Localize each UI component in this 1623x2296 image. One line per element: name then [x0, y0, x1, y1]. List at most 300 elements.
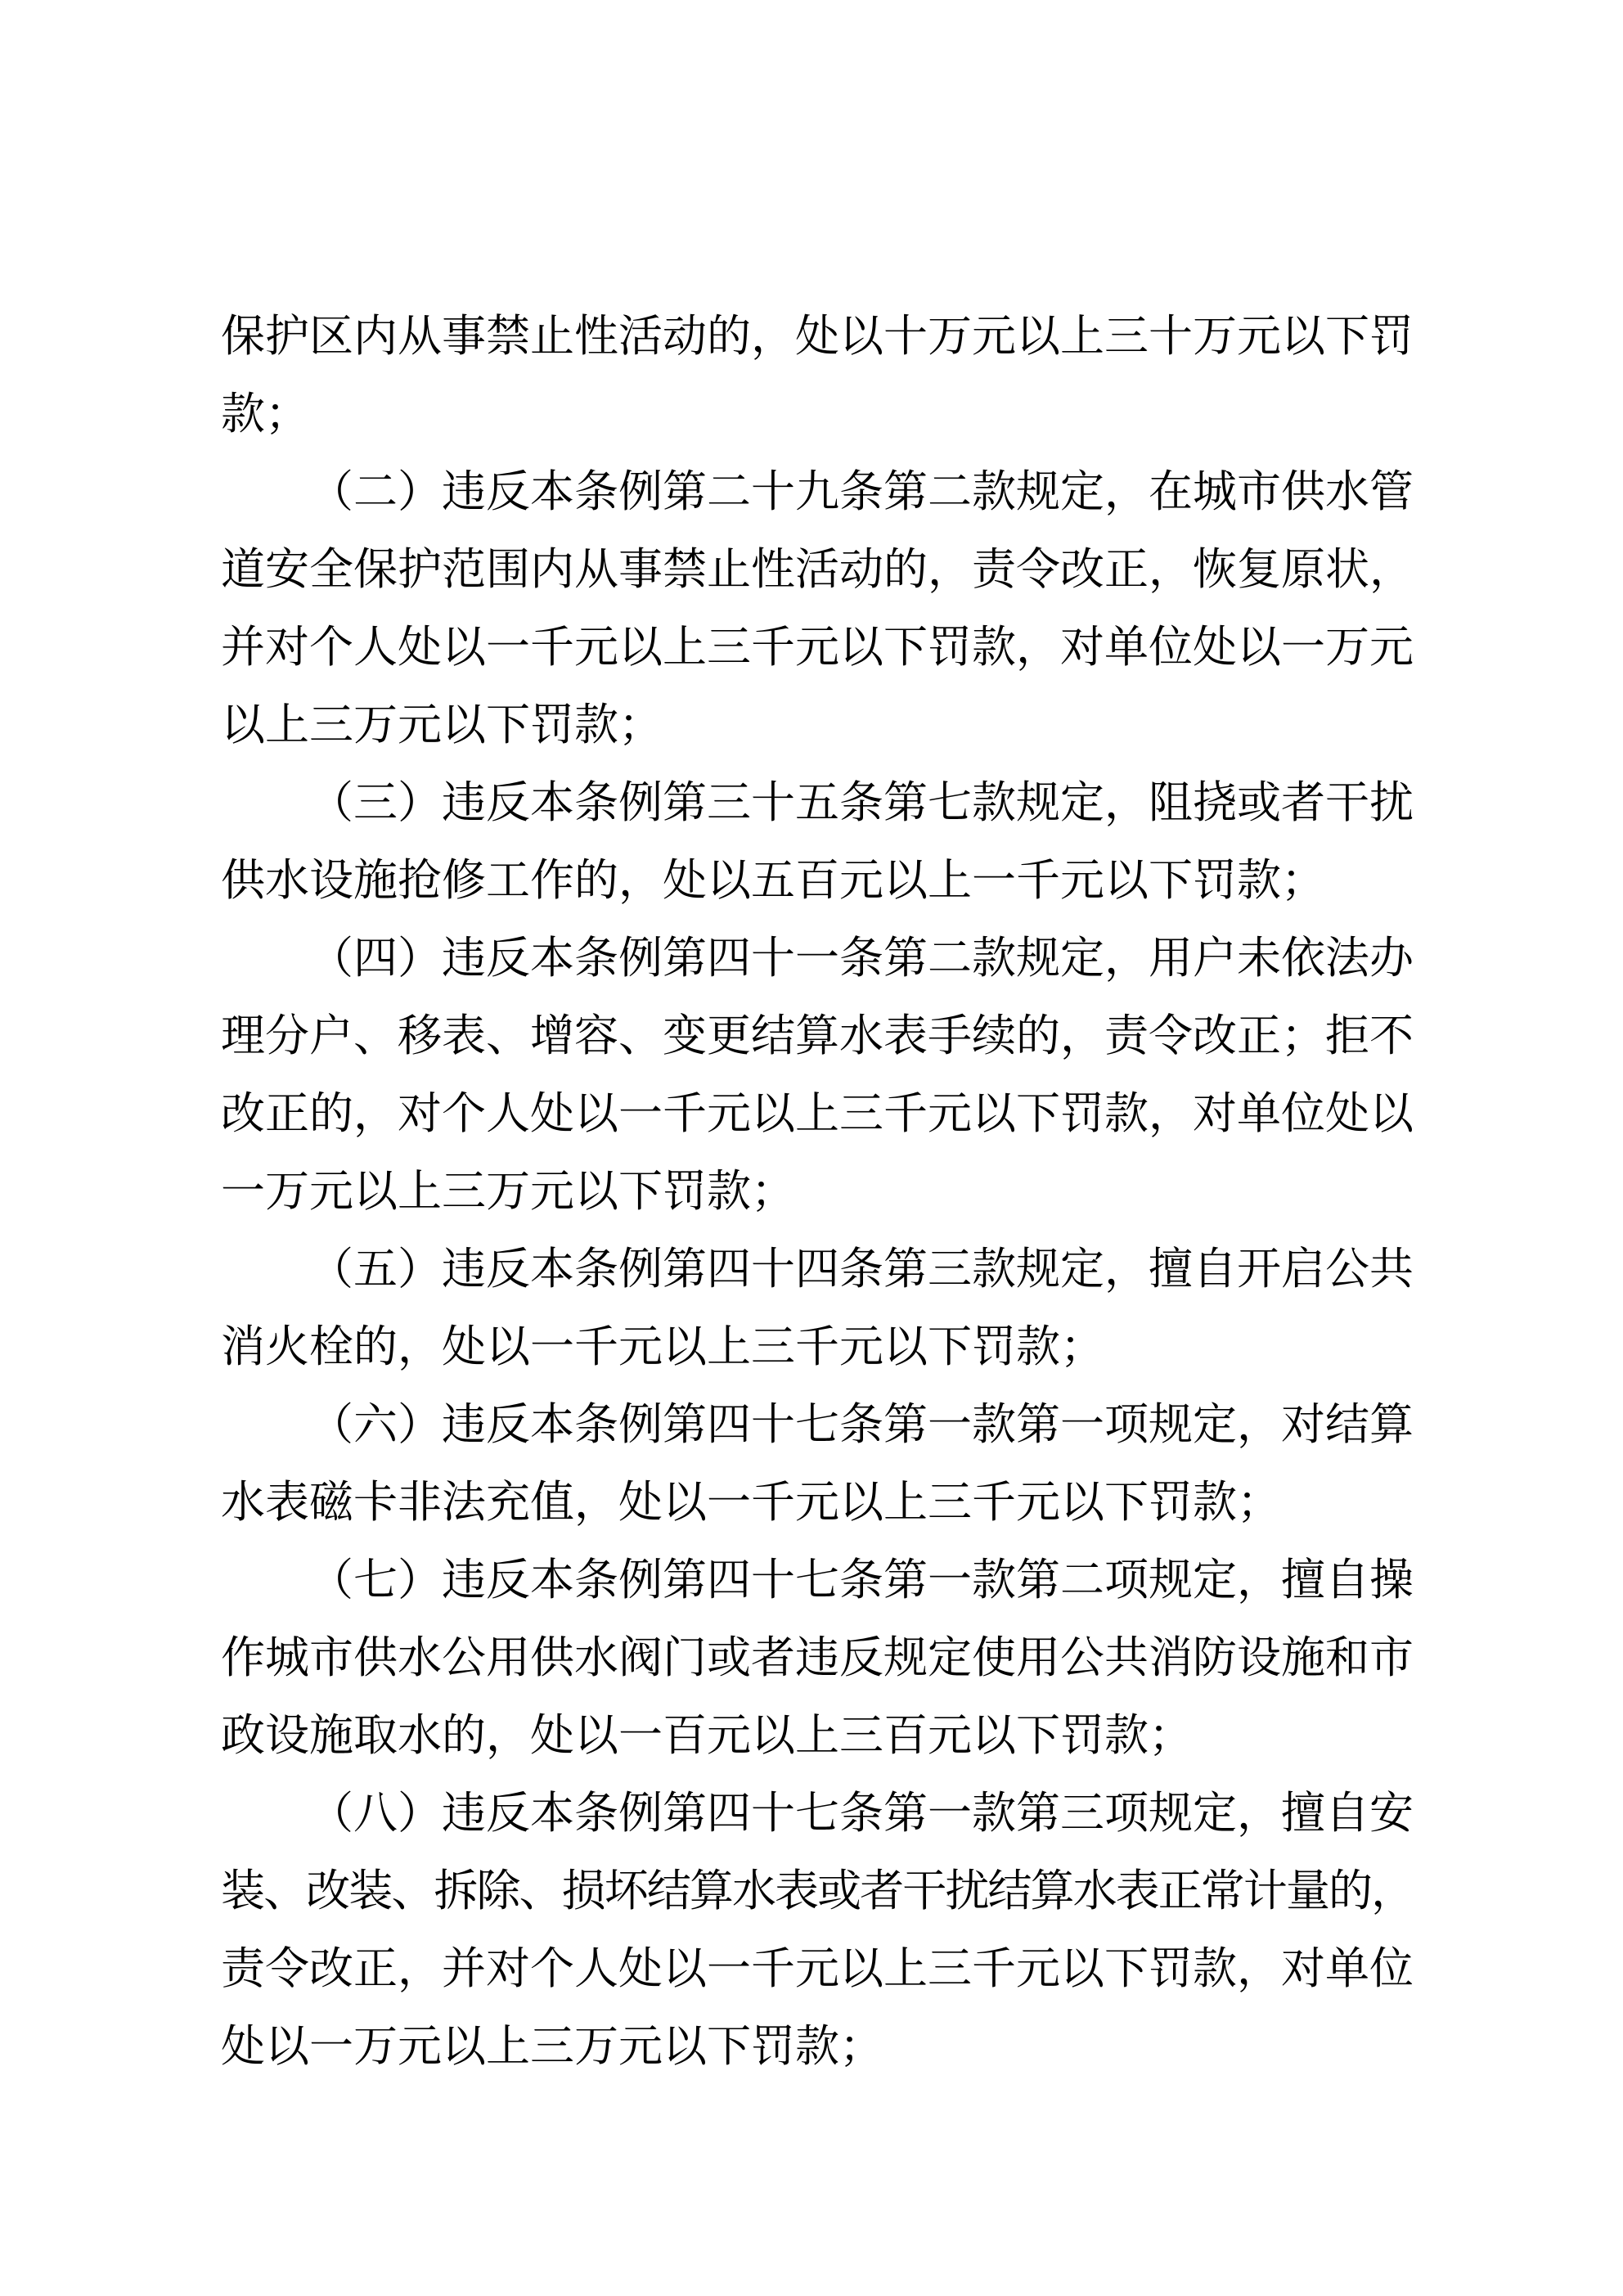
char: 下 [1016, 1089, 1060, 1138]
char: 卡 [353, 1478, 398, 1527]
char: 规 [1016, 778, 1060, 827]
char: 水 [839, 1011, 883, 1060]
char: 二 [928, 934, 972, 983]
paragraph [221, 1231, 1414, 1386]
char: 七 [353, 1555, 398, 1605]
char: 万 [353, 2022, 398, 2071]
char: 城 [265, 1633, 309, 1682]
char: 元 [795, 1478, 839, 1527]
char: 罚 [1060, 1711, 1104, 1760]
char: 以 [353, 1167, 398, 1216]
char: 以 [442, 700, 486, 750]
char: 保 [221, 312, 265, 361]
char: 对 [1281, 1944, 1325, 1993]
char: 上 [486, 2022, 530, 2071]
text-line [221, 2008, 1414, 2086]
char: 表 [1115, 1866, 1160, 1916]
char: 例 [618, 934, 663, 983]
char: 元 [928, 1089, 972, 1138]
paragraph [221, 1775, 1414, 2086]
char: 定 [1060, 778, 1104, 827]
char: 拒 [1325, 1011, 1369, 1060]
char: 三 [309, 700, 353, 750]
char: 禁 [663, 545, 707, 594]
char: 一 [928, 1400, 972, 1449]
char: ， [1060, 1011, 1104, 1060]
char: 市 [1369, 1633, 1414, 1682]
char: 分 [265, 1011, 309, 1060]
paragraph [221, 764, 1414, 920]
char: 处 [1325, 1089, 1369, 1138]
char: 以 [839, 623, 883, 672]
char: 单 [1237, 1089, 1281, 1138]
char: 以 [839, 1478, 883, 1527]
char: 一 [928, 1789, 972, 1838]
char: 罚 [1149, 1478, 1193, 1527]
char: 款 [972, 1789, 1016, 1838]
char: 工 [486, 856, 530, 905]
char: 表 [883, 1011, 928, 1060]
char: 罚 [1060, 1089, 1104, 1138]
char: 以 [1104, 856, 1149, 905]
char: （ [309, 934, 353, 983]
char: 元 [574, 623, 618, 672]
char: 五 [353, 1245, 398, 1294]
char: 安 [1369, 1789, 1414, 1838]
char: 市 [309, 1633, 353, 1682]
char: ， [928, 545, 972, 594]
char: 第 [883, 1555, 928, 1605]
char: 下 [1325, 312, 1369, 361]
char: 安 [265, 545, 309, 594]
char: 款 [972, 934, 1016, 983]
char: 条 [574, 778, 618, 827]
char: 第 [883, 1789, 928, 1838]
char: 上 [795, 1089, 839, 1138]
char: 元 [1016, 1478, 1060, 1527]
char: 下 [486, 700, 530, 750]
char: ， [1104, 1245, 1149, 1294]
char: 万 [928, 312, 972, 361]
char: 本 [530, 1555, 574, 1605]
char: 下 [1016, 1711, 1060, 1760]
char: 百 [795, 856, 839, 905]
char: 用 [1149, 934, 1193, 983]
char: 位 [1369, 1944, 1414, 1993]
char: 条 [839, 467, 883, 516]
char: 罚 [928, 623, 972, 672]
char: 单 [1325, 1944, 1369, 1993]
char: 作 [530, 856, 574, 905]
char: 以 [574, 1167, 618, 1216]
char: 款 [1193, 1944, 1237, 1993]
char: 千 [663, 1089, 707, 1138]
char: 处 [442, 1322, 486, 1371]
char: 上 [707, 1322, 751, 1371]
char: 七 [795, 1555, 839, 1605]
char: 元 [1016, 1944, 1060, 1993]
char: 第 [883, 778, 928, 827]
char: 未 [1237, 934, 1281, 983]
char: ； [1237, 1478, 1281, 1527]
char: 动 [839, 545, 883, 594]
char: 公 [1325, 1245, 1369, 1294]
char: 违 [795, 1633, 839, 1682]
char: 三 [1060, 1789, 1104, 1838]
char: 擅 [1281, 1555, 1325, 1605]
text-line [221, 1386, 1414, 1464]
char: 内 [353, 312, 398, 361]
char: 水 [731, 1866, 776, 1916]
char: 防 [1193, 1633, 1237, 1682]
char: 元 [530, 1167, 574, 1216]
char: 的 [707, 312, 751, 361]
char: 千 [795, 1322, 839, 1371]
char: 以 [618, 623, 663, 672]
text-line [221, 1308, 1414, 1386]
char: 使 [972, 1633, 1016, 1682]
char: 以 [663, 2022, 707, 2071]
char: 元 [1237, 312, 1281, 361]
char: 复 [1237, 545, 1281, 594]
char: 条 [574, 934, 618, 983]
char: 变 [663, 1011, 707, 1060]
char: 条 [574, 467, 618, 516]
char: ， [1104, 934, 1149, 983]
char: ， [486, 1711, 530, 1760]
char: 例 [618, 1245, 663, 1294]
char: 的 [1016, 1011, 1060, 1060]
char: 正 [1104, 545, 1149, 594]
char: 以 [663, 1944, 707, 1993]
char: 下 [1149, 856, 1193, 905]
char: 第 [1016, 1789, 1060, 1838]
char: 容 [574, 1011, 618, 1060]
char: 改 [306, 1866, 351, 1916]
char: 上 [663, 623, 707, 672]
char: 元 [398, 700, 442, 750]
char: 设 [265, 1711, 309, 1760]
char: 的 [353, 1322, 398, 1371]
char: ， [398, 1322, 442, 1371]
char: 七 [795, 1789, 839, 1838]
char: 消 [1149, 1633, 1193, 1682]
char: 范 [442, 545, 486, 594]
char: 款 [972, 623, 1016, 672]
char: 款 [707, 1167, 751, 1216]
char: 水 [265, 856, 309, 905]
char: 恢 [1193, 545, 1237, 594]
char: 区 [309, 312, 353, 361]
char: 事 [442, 312, 486, 361]
char: 作 [221, 1633, 265, 1682]
char: 十 [751, 1245, 795, 1294]
char: 性 [574, 312, 618, 361]
char: 上 [795, 1711, 839, 1760]
char: 责 [221, 1944, 265, 1993]
char: 例 [618, 1400, 663, 1449]
char: 四 [353, 934, 398, 983]
char: 算 [1369, 1400, 1414, 1449]
char: 违 [442, 934, 486, 983]
char: 抢 [398, 856, 442, 905]
char: 续 [972, 1011, 1016, 1060]
char: 四 [707, 934, 751, 983]
char: 自 [1325, 1555, 1369, 1605]
char: 坏 [604, 1866, 649, 1916]
char: 条 [839, 1400, 883, 1449]
char: 千 [972, 1944, 1016, 1993]
char: 移 [398, 1011, 442, 1060]
char: 供 [1281, 467, 1325, 516]
char: 上 [1060, 312, 1104, 361]
char: 户 [309, 1011, 353, 1060]
char: ， [1237, 1555, 1281, 1605]
char: 一 [1281, 623, 1325, 672]
char: 以 [486, 1322, 530, 1371]
char: ） [398, 1555, 442, 1605]
char: 不 [1369, 1011, 1414, 1060]
char: 水 [398, 1633, 442, 1682]
char: 罚 [972, 1322, 1016, 1371]
char: 施 [309, 1711, 353, 1760]
text-line [221, 842, 1414, 920]
char: 五 [795, 778, 839, 827]
char: 三 [442, 1167, 486, 1216]
text-line [221, 609, 1414, 687]
char: 市 [1237, 467, 1281, 516]
char: 三 [707, 778, 751, 827]
char: 对 [1060, 623, 1104, 672]
char: 以 [442, 623, 486, 672]
char: 一 [707, 1478, 751, 1527]
char: 第 [663, 1400, 707, 1449]
char: 、 [618, 1011, 663, 1060]
char: 上 [928, 856, 972, 905]
char: 除 [476, 1866, 521, 1916]
char: 算 [689, 1866, 734, 1916]
char: 常 [1200, 1866, 1245, 1916]
char: 百 [663, 1711, 707, 1760]
char: 消 [221, 1322, 265, 1371]
char: 二 [707, 467, 751, 516]
char: ） [398, 778, 442, 827]
char: 非 [398, 1478, 442, 1527]
char: 定 [928, 1633, 972, 1682]
char: 值 [530, 1478, 574, 1527]
char: 的 [1329, 1866, 1373, 1916]
char: 一 [1060, 1400, 1104, 1449]
char: 干 [902, 1866, 947, 1916]
char: 人 [353, 623, 398, 672]
char: 违 [442, 467, 486, 516]
char: 共 [1369, 1245, 1414, 1294]
char: 位 [1281, 1089, 1325, 1138]
char: 处 [530, 1711, 574, 1760]
char: 万 [353, 700, 398, 750]
char: 改 [221, 1089, 265, 1138]
char: 一 [309, 2022, 353, 2071]
char: ， [353, 1089, 398, 1138]
char: 五 [751, 856, 795, 905]
char: 计 [1243, 1866, 1288, 1916]
char: 令 [1016, 545, 1060, 594]
char: 以 [883, 1322, 928, 1371]
char: 法 [1325, 934, 1369, 983]
char: 取 [353, 1711, 398, 1760]
char: 以 [1016, 312, 1060, 361]
char: 以 [707, 856, 751, 905]
char: 一 [707, 1944, 751, 1993]
char: 千 [972, 1478, 1016, 1527]
char: 一 [486, 623, 530, 672]
char: 元 [928, 1711, 972, 1760]
char: 、 [486, 1011, 530, 1060]
text-line [221, 298, 1414, 376]
char: ） [398, 1789, 442, 1838]
char: 二 [1060, 1555, 1104, 1605]
char: 人 [486, 1089, 530, 1138]
char: 元 [707, 1711, 751, 1760]
char: 结 [751, 1011, 795, 1060]
char: 十 [1149, 312, 1193, 361]
char: ； [1281, 856, 1325, 905]
char: 第 [663, 778, 707, 827]
char: （ [309, 1789, 353, 1838]
char: 政 [221, 1711, 265, 1760]
char: 四 [707, 1245, 751, 1294]
text-line [221, 687, 1414, 764]
char: 条 [839, 1789, 883, 1838]
text-line [221, 376, 1414, 453]
char: 动 [663, 312, 707, 361]
char: 千 [751, 1944, 795, 1993]
char: 的 [883, 545, 928, 594]
char: 个 [309, 623, 353, 672]
text-line [221, 1153, 1414, 1231]
char: 活 [618, 312, 663, 361]
char: 扰 [945, 1866, 990, 1916]
char: 例 [618, 1789, 663, 1838]
char: 依 [1281, 934, 1325, 983]
char: 规 [1016, 1245, 1060, 1294]
char: 用 [486, 1633, 530, 1682]
char: 规 [1016, 934, 1060, 983]
char: ， [1149, 1089, 1193, 1138]
char: ， [1237, 1400, 1281, 1449]
char: 一 [795, 934, 839, 983]
char: 从 [398, 312, 442, 361]
char: 二 [928, 467, 972, 516]
char: 以 [663, 1322, 707, 1371]
char: 元 [309, 1167, 353, 1216]
char: 六 [353, 1400, 398, 1449]
char: 四 [795, 1245, 839, 1294]
paragraph [221, 920, 1414, 1231]
char: 启 [1281, 1245, 1325, 1294]
char: 表 [775, 1866, 820, 1916]
char: 元 [1060, 856, 1104, 905]
text-line [221, 1930, 1414, 2008]
char: 下 [1104, 1478, 1149, 1527]
char: 例 [618, 1555, 663, 1605]
char: 下 [883, 623, 928, 672]
char: 正 [1237, 1011, 1281, 1060]
char: （ [309, 467, 353, 516]
char: 以 [265, 2022, 309, 2071]
char: 万 [486, 1167, 530, 1216]
char: 四 [707, 1400, 751, 1449]
char: 款 [1193, 1478, 1237, 1527]
char: ， [574, 1478, 618, 1527]
char: 改 [1060, 545, 1104, 594]
char: 擅 [1149, 1245, 1193, 1294]
char: ； [1060, 1322, 1104, 1371]
char: 三 [839, 1711, 883, 1760]
char: 处 [618, 1944, 663, 1993]
char: 项 [1104, 1400, 1149, 1449]
paragraph [221, 1542, 1414, 1775]
char: 自 [1325, 1789, 1369, 1838]
char: ； [839, 2022, 883, 2071]
char: 款 [1104, 1089, 1149, 1138]
char: 款 [574, 700, 618, 750]
char: 违 [442, 778, 486, 827]
char: 一 [221, 1167, 265, 1216]
char: 开 [1237, 1245, 1281, 1294]
char: ， [1104, 778, 1149, 827]
char: 水 [574, 1633, 618, 1682]
char: 反 [486, 467, 530, 516]
char: 、 [263, 1866, 308, 1916]
char: 第 [883, 934, 928, 983]
char: 结 [646, 1866, 691, 1916]
char: 用 [1016, 1633, 1060, 1682]
char: 对 [398, 1089, 442, 1138]
char: 上 [883, 1944, 928, 1993]
char: 款 [972, 1400, 1016, 1449]
char: 单 [1104, 623, 1149, 672]
char: 本 [530, 1400, 574, 1449]
char: 挠 [1193, 778, 1237, 827]
char: 以 [751, 1711, 795, 1760]
char: 原 [1281, 545, 1325, 594]
char: 款 [972, 467, 1016, 516]
char: 理 [221, 1011, 265, 1060]
char: 增 [530, 1011, 574, 1060]
char: 元 [618, 2022, 663, 2071]
char: 、 [519, 1866, 564, 1916]
text-line [221, 764, 1414, 842]
char: 罚 [1369, 312, 1414, 361]
char: 的 [574, 856, 618, 905]
char: 共 [1104, 1633, 1149, 1682]
char: 火 [265, 1322, 309, 1371]
char: 七 [795, 1400, 839, 1449]
char: 下 [1104, 1944, 1149, 1993]
char: 者 [751, 1633, 795, 1682]
char: 万 [1193, 312, 1237, 361]
char: 千 [574, 1322, 618, 1371]
char: 改 [309, 1944, 353, 1993]
char: 在 [1149, 467, 1193, 516]
char: 自 [1193, 1245, 1237, 1294]
char: 阻 [1149, 778, 1193, 827]
char: （ [309, 1555, 353, 1605]
char: 元 [707, 1089, 751, 1138]
char: 以 [1237, 623, 1281, 672]
char: 反 [486, 1400, 530, 1449]
